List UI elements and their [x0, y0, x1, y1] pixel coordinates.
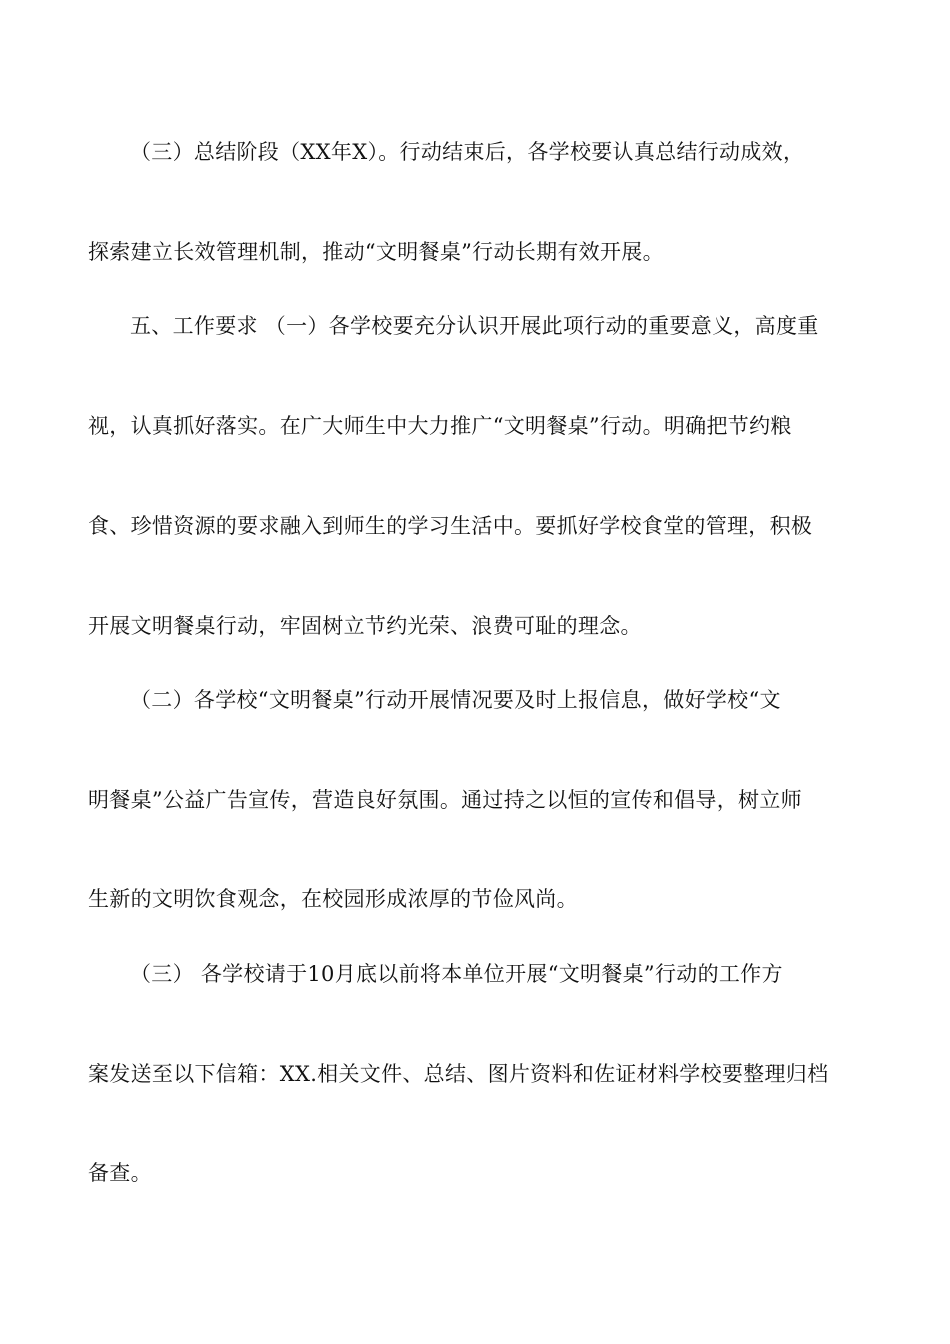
- section-work-requirements-line-4: 开展文明餐桌行动，牢固树立节约光荣、浪费可耻的理念。: [88, 614, 642, 638]
- paragraph-item-three-line-3: 备查。: [88, 1161, 152, 1185]
- paragraph-item-three-line-1: （三） 各学校请于10月底以前将本单位开展“文明餐桌”行动的工作方: [130, 962, 783, 986]
- paragraph-summary-stage-line-1: （三）总结阶段（XX年X）。行动结束后，各学校要认真总结行动成效，: [130, 140, 805, 164]
- section-work-requirements-line-3: 食、珍惜资源的要求融入到师生的学习生活中。要抓好学校食堂的管理，积极: [88, 514, 813, 538]
- section-work-requirements-line-1: 五、工作要求 （一）各学校要充分认识开展此项行动的重要意义，高度重: [130, 314, 819, 338]
- section-work-requirements-line-2: 视，认真抓好落实。在广大师生中大力推广“文明餐桌”行动。明确把节约粮: [88, 414, 792, 438]
- paragraph-item-two-line-3: 生新的文明饮食观念，在校园形成浓厚的节俭风尚。: [88, 887, 578, 911]
- paragraph-summary-stage-line-2: 探索建立长效管理机制，推动“文明餐桌”行动长期有效开展。: [88, 240, 664, 264]
- paragraph-item-two-line-1: （二）各学校“文明餐桌”行动开展情况要及时上报信息，做好学校“文: [130, 688, 781, 712]
- paragraph-item-two-line-2: 明餐桌”公益广告宣传，营造良好氛围。通过持之以恒的宣传和倡导，树立师: [88, 788, 802, 812]
- paragraph-item-three-line-2: 案发送至以下信箱：XX.相关文件、总结、图片资料和佐证材料学校要整理归档: [88, 1062, 829, 1086]
